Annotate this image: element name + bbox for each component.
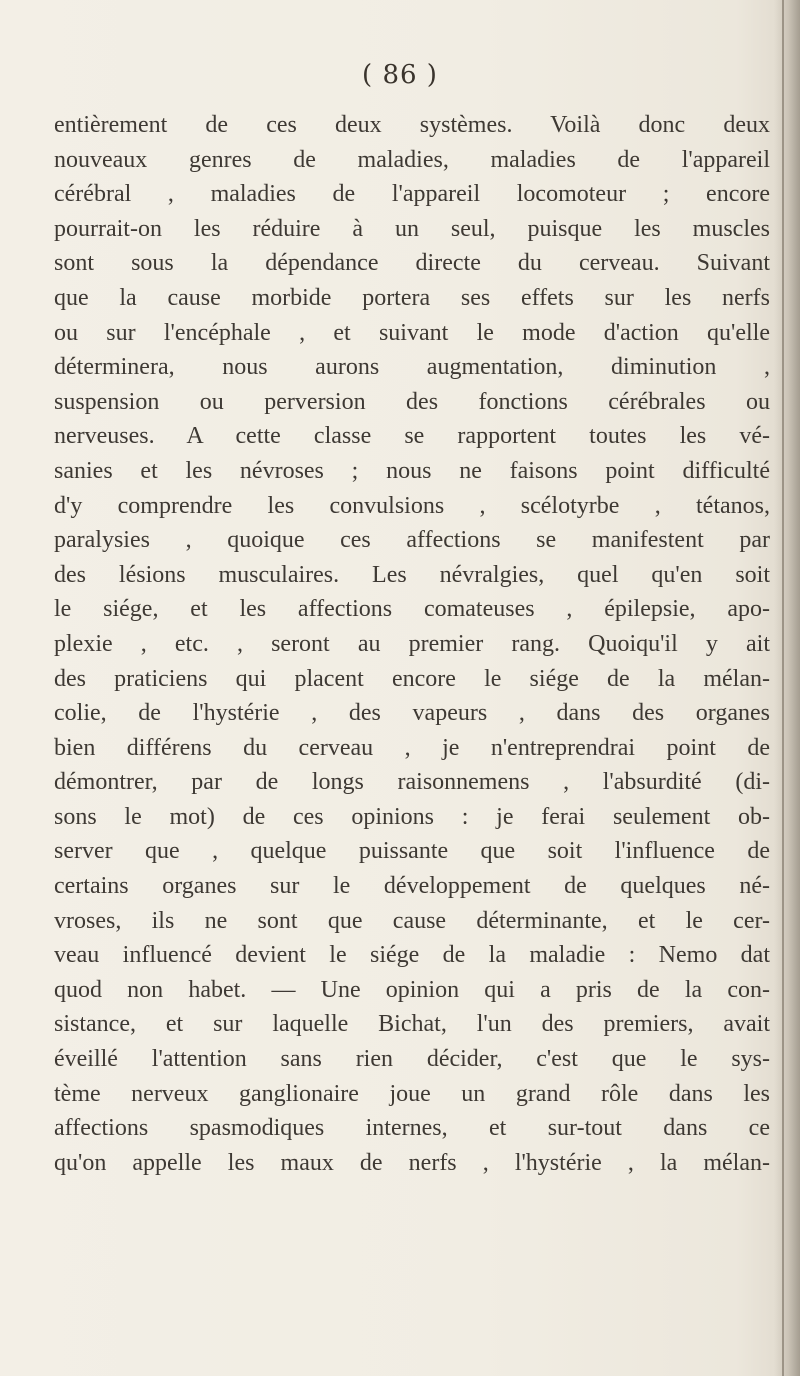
text-line: que la cause morbide portera ses effets sur les nerfs: [54, 284, 770, 311]
text-line: vroses, ils ne sont que cause déterminante, et le cer-: [54, 907, 770, 934]
text-line: plexie , etc. , seront au premier rang. Quoiqu'il y ait: [54, 630, 770, 657]
text-line: sistance, et sur laquelle Bichat, l'un des premiers, avait: [54, 1011, 770, 1038]
text-line: d'y comprendre les convulsions , scélotyrbe , tétanos,: [54, 492, 770, 519]
text-line: paralysies , quoique ces affections se manifestent par: [54, 527, 770, 554]
text-line: éveillé l'attention sans rien décider, c'est que le sys-: [54, 1046, 770, 1073]
text-line: sont sous la dépendance directe du cerveau. Suivant: [54, 250, 770, 277]
text-line: veau influencé devient le siége de la maladie : Nemo dat: [54, 942, 770, 969]
text-line: colie, de l'hystérie , des vapeurs , dans des organes: [54, 700, 770, 727]
text-line: certains organes sur le développement de quelques né-: [54, 873, 770, 900]
text-line: suspension ou perversion des fonctions cérébrales ou: [54, 388, 770, 415]
text-line: sons le mot) de ces opinions : je ferai seulement ob-: [54, 803, 770, 830]
text-line: qu'on appelle les maux de nerfs , l'hystérie , la mélan-: [54, 1149, 770, 1176]
text-line: des lésions musculaires. Les névralgies, quel qu'en soit: [54, 561, 770, 588]
text-line: nouveaux genres de maladies, maladies de l'appareil: [54, 146, 770, 173]
text-line: tème nerveux ganglionaire joue un grand rôle dans les: [54, 1080, 770, 1107]
text-line: cérébral , maladies de l'appareil locomoteur ; encore: [54, 181, 770, 208]
text-line: pourrait-on les réduire à un seul, puisque les muscles: [54, 215, 770, 242]
text-line: démontrer, par de longs raisonnemens , l'absurdité (di-: [54, 769, 770, 796]
text-line: server que , quelque puissante que soit l'influence de: [54, 838, 770, 865]
text-line: déterminera, nous aurons augmentation, diminution ,: [54, 354, 770, 381]
text-line: affections spasmodiques internes, et sur-tout dans ce: [54, 1115, 770, 1142]
text-line: quod non habet. — Une opinion qui a pris de la con-: [54, 976, 770, 1003]
text-line: bien différens du cerveau , je n'entreprendrai point de: [54, 734, 770, 761]
page-number: ( 86 ): [362, 60, 438, 90]
page-edge-line: [782, 0, 784, 1376]
text-line: nerveuses. A cette classe se rapportent toutes les vé-: [54, 423, 770, 450]
text-line: le siége, et les affections comateuses , épilepsie, apo-: [54, 596, 770, 623]
body-text: [54, 108, 770, 1180]
text-line: des praticiens qui placent encore le siége de la mélan-: [54, 665, 770, 692]
text-line: ou sur l'encéphale , et suivant le mode d'action qu'elle: [54, 319, 770, 346]
text-line: entièrement de ces deux systèmes. Voilà donc deux: [54, 112, 770, 138]
page-edge-shadow: [774, 0, 800, 1376]
text-line: sanies et les névroses ; nous ne faisons point difficulté: [54, 457, 770, 484]
